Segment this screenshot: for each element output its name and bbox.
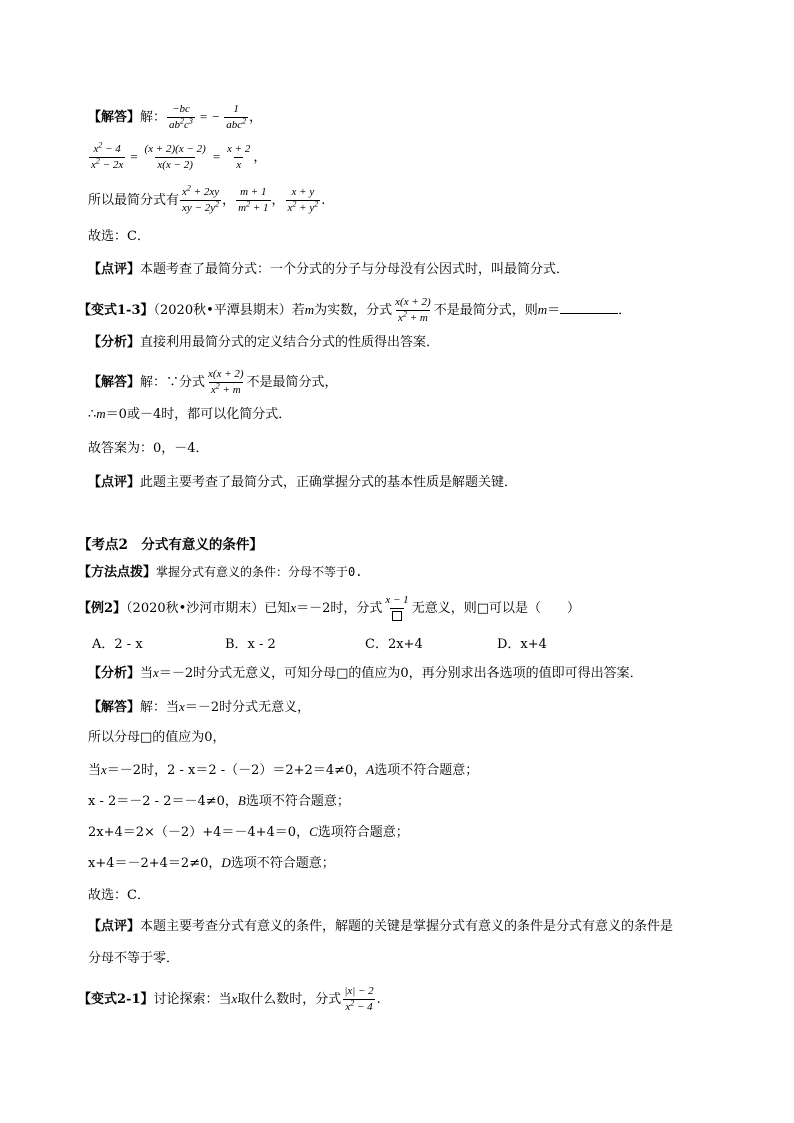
solution-line: 当x＝－2时，2 - x＝2 -（－2）＝2+2＝4≠0，A选项不符合题意； xyxy=(88,762,479,778)
comment-line: 【点评】本题主要考查分式有意义的条件，解题的关键是掌握分式有意义的条件是分式有意义的条件是 xyxy=(88,919,674,934)
fraction: $\frac{(x + 2)(x - 2)}{x(x - 2)}$ xyxy=(144,143,206,171)
fraction: $\frac{1}{abc^2}$ xyxy=(226,103,247,131)
comment-line-continued: 分母不等于零． xyxy=(88,951,180,966)
solution-line: x - 2＝－2 - 2＝－4≠0，B选项不符合题意； xyxy=(88,793,350,809)
comment-line: 【点评】本题考查了最简分式：一个分式的分子与分母没有公因式时，叫最简分式． xyxy=(88,262,570,277)
option-a[interactable]: A．2 - x xyxy=(92,637,143,652)
option-c[interactable]: C．2x+4 xyxy=(365,637,423,652)
comment-line: 【点评】此题主要考查了最简分式，正确掌握分式的基本性质是解题关键． xyxy=(88,475,518,490)
method-tip: 【方法点拨】掌握分式有意义的条件：分母不等于0. xyxy=(78,565,363,580)
fraction: $\frac{x + 2}{x}$ xyxy=(227,143,251,171)
fraction: x − 1 xyxy=(383,594,410,623)
answer-blank[interactable] xyxy=(560,301,618,314)
fraction: $\frac{x^2 + 2xy}{xy - 2y^2}$ xyxy=(182,183,220,214)
answer-line-3: 所以最简分式有 $\frac{x^2 + 2xy}{xy - 2y^2}$ ， $\frac{m + 1}{m^2 + 1}$ ， $\frac{x + y}{x^2 + y^2}$ . xyxy=(88,183,326,214)
box-placeholder xyxy=(392,611,402,621)
analysis-line: 【分析】直接利用最简分式的定义结合分式的性质得出答案． xyxy=(88,335,440,350)
answer-choice-line: 故选：C． xyxy=(88,888,150,903)
example-2-question: 【例2】（2020秋•沙河市期末）已知x＝－2时，分式 x − 1 无意义，则□可以是（ ） xyxy=(78,594,580,623)
option-d[interactable]: D．x+4 xyxy=(497,637,547,652)
solution-line: 所以分母□的值应为0， xyxy=(88,730,226,745)
section-heading: 【考点2 分式有意义的条件】 xyxy=(78,537,263,553)
fraction: $\frac{x(x + 2)}{x^2 + m}$ xyxy=(395,296,431,324)
fraction: $\frac{-bc}{ab^2c^3}$ xyxy=(169,103,193,131)
answer-line: 故答案为：0，－4． xyxy=(88,441,209,456)
analysis-line: 【分析】当x＝－2时分式无意义，可知分母□的值应为0，再分别求出各选项的值即可得出答案． xyxy=(88,665,643,681)
answer-choice-line: 故选：C． xyxy=(88,229,150,244)
fraction: $\frac{x^2 - 4}{x^2 - 2x}$ xyxy=(91,140,124,171)
answer-line-2: $\frac{x^2 - 4}{x^2 - 2x}$ = $\frac{(x + 2)(x - 2)}{x(x - 2)}$ = $\frac{x + 2}{x}$ ， xyxy=(91,140,267,171)
fraction: $\frac{|x| - 2}{x^2 - 4}$ xyxy=(344,985,374,1013)
solution-line: 【解答】解：当x＝－2时分式无意义， xyxy=(88,699,311,715)
variant-1-3-question: 【变式1-3】（2020秋•平潭县期末）若m为实数，分式 $\frac{x(x + 2)}{x^2 + m}$ 不是最简分式，则m＝ ． xyxy=(78,296,632,324)
option-b[interactable]: B．x - 2 xyxy=(225,637,276,652)
fraction: $\frac{m + 1}{m^2 + 1}$ xyxy=(238,186,269,214)
solution-line: 2x+4＝2×（－2）+4＝－4+4＝0，C选项符合题意； xyxy=(88,824,409,840)
answer-line-1: 【解答】解： $\frac{-bc}{ab^2c^3}$ = − $\frac{1}{abc^2}$ ， xyxy=(88,103,263,131)
fraction: $\frac{x(x + 2)}{x^2 + m}$ xyxy=(208,368,244,396)
solution-line: 【解答】解：∵分式 $\frac{x(x + 2)}{x^2 + m}$ 不是最简分式， xyxy=(88,368,338,396)
solution-line: ∴m＝0或－4时，都可以化简分式． xyxy=(88,406,292,422)
variant-2-1-question: 【变式2-1】讨论探索：当x取什么数时，分式 $\frac{|x| - 2}{x^2 - 4}$ . xyxy=(78,985,381,1013)
fraction: $\frac{x + y}{x^2 + y^2}$ xyxy=(287,186,319,214)
solution-line: x+4＝－2+4＝2≠0，D选项不符合题意； xyxy=(88,855,335,871)
